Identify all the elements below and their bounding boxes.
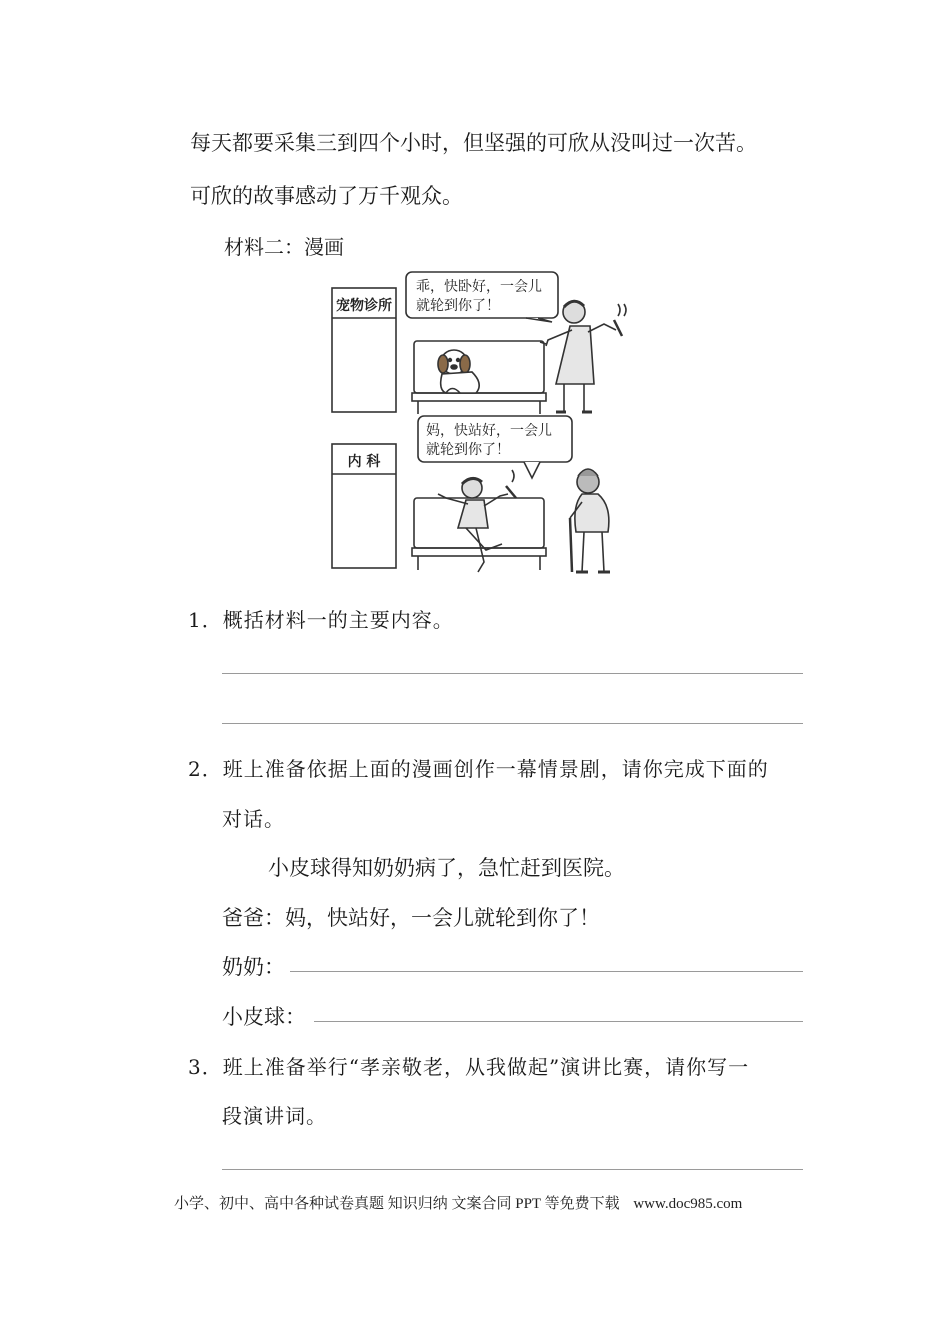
dog-figure xyxy=(438,350,479,393)
xiaopiqiu-label: 小皮球： xyxy=(222,1005,306,1029)
scene-description: 小皮球得知奶奶病了，急忙赶到医院。 xyxy=(268,856,625,880)
xiaopiqiu-answer-line[interactable] xyxy=(314,1021,803,1022)
question-1-text: 概括材料一的主要内容。 xyxy=(222,608,454,632)
footer-text: 小学、初中、高中各种试卷真题 知识归纳 文案合同 PPT 等免费下载 xyxy=(174,1196,620,1212)
internal-medicine-sign: 内 科 xyxy=(347,454,381,470)
question-3-line1 xyxy=(188,1051,749,1080)
grandma-answer-line[interactable] xyxy=(290,971,803,972)
question-2-text: 班上准备依据上面的漫画创作一幕情景剧，请你完成下面的 xyxy=(222,757,769,781)
top-bubble-line1: 乖，快卧好，一会儿 xyxy=(416,279,542,295)
answer-line-q3[interactable] xyxy=(222,1169,803,1170)
answer-line-q1-a[interactable] xyxy=(222,673,803,674)
material1-line2: 可欣的故事感动了万千观众。 xyxy=(190,184,463,208)
question-2-line1 xyxy=(188,753,769,782)
footer xyxy=(174,1192,742,1213)
dad-dialogue: 爸爸：妈，快站好，一会儿就轮到你了！ xyxy=(222,906,600,930)
question-3-line2: 段演讲词。 xyxy=(222,1104,327,1128)
grandma-figure xyxy=(570,469,610,572)
question-2-number: 2． xyxy=(188,757,223,781)
question-3-text: 班上准备举行“孝亲敬老，从我做起”演讲比赛，请你写一 xyxy=(222,1055,750,1079)
question-2-line2: 对话。 xyxy=(222,807,285,831)
answer-line-q1-b[interactable] xyxy=(222,723,803,724)
comic-illustration xyxy=(326,266,646,584)
top-bubble-line2: 就轮到你了！ xyxy=(416,298,500,314)
material1-line1: 每天都要采集三到四个小时，但坚强的可欣从没叫过一次苦。 xyxy=(190,131,757,155)
pet-clinic-sign: 宠物诊所 xyxy=(336,298,392,314)
grandma-label: 奶奶： xyxy=(222,955,285,979)
top-bench-seat xyxy=(412,393,546,401)
material2-heading: 材料二：漫画 xyxy=(224,235,344,259)
question-3-number: 3． xyxy=(188,1055,223,1079)
footer-url[interactable]: www.doc985.com xyxy=(633,1196,743,1212)
bottom-bubble-line2: 就轮到你了！ xyxy=(426,442,510,458)
bottom-bubble-line1: 妈，快站好，一会儿 xyxy=(426,423,552,439)
question-1-number: 1． xyxy=(188,608,223,632)
question-1 xyxy=(188,604,454,633)
bottom-bench-seat xyxy=(412,548,546,556)
